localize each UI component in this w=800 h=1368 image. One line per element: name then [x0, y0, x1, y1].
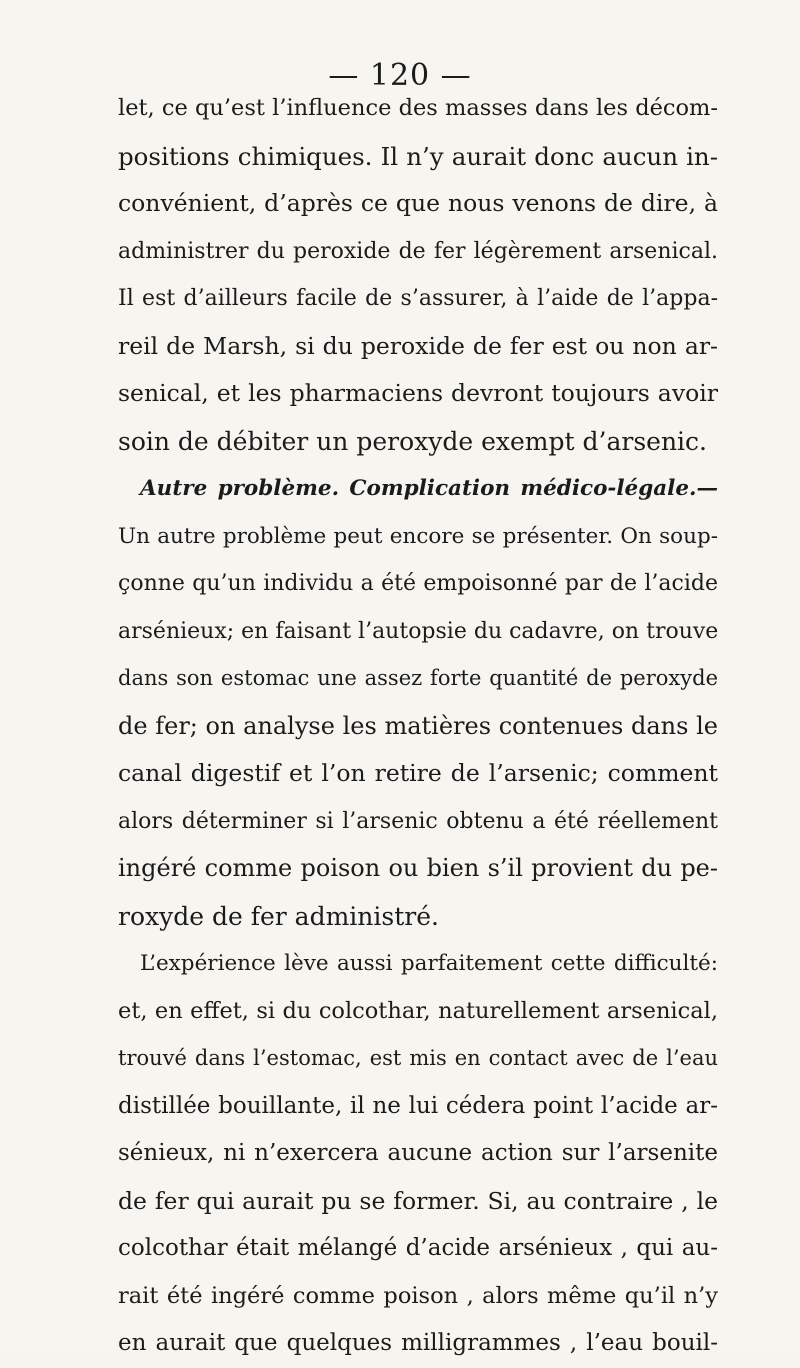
text-line: roxyde de fer administré. — [118, 901, 439, 931]
text-line: L’expérience lève aussi parfaitement cette difficulté: — [140, 951, 718, 976]
text-line: de fer qui aurait pu se former. Si, au contraire , le — [118, 1186, 718, 1215]
text-line: let, ce qu’est l’influence des masses dans les décom- — [118, 95, 718, 121]
text-line: administrer du peroxide de fer légèrement arsenical. — [118, 238, 718, 264]
text-line: de fer; on analyse les matières contenues dans le — [118, 711, 718, 740]
text-line: rait été ingéré comme poison , alors même qu’il n’y — [118, 1282, 718, 1309]
text-line: dans son estomac une assez forte quantité de peroxyde — [118, 666, 718, 690]
text-line: en aurait que quelques milligrammes , l’eau bouil- — [118, 1330, 718, 1356]
text-line: colcothar était mélangé d’acide arsénieux , qui au- — [118, 1235, 718, 1261]
text-line: reil de Marsh, si du peroxide de fer est ou non ar- — [118, 331, 718, 360]
text-line: çonne qu’un individu a été empoisonné par de l’acide — [118, 571, 718, 596]
page-number-header: — 120 — — [328, 58, 472, 93]
text-line: positions chimiques. Il n’y aurait donc aucun in- — [118, 141, 718, 171]
text-line: canal digestif et l’on retire de l’arsenic; comment — [118, 759, 718, 787]
text-line: et, en effet, si du colcothar, naturellement arsenical, — [118, 997, 718, 1024]
text-line: trouvé dans l’estomac, est mis en contact avec de l’eau — [118, 1046, 718, 1070]
text-line: convénient, d’après ce que nous venons de dire, à — [118, 189, 718, 217]
text-line: ingéré comme poison ou bien s’il provient du pe- — [118, 854, 718, 882]
text-line: arsénieux; en faisant l’autopsie du cadavre, on trouve — [118, 618, 718, 644]
text-line: Un autre problème peut encore se présenter. On soup- — [118, 523, 718, 549]
text-line: alors déterminer si l’arsenic obtenu a été réellement — [118, 808, 718, 834]
text-line: soin de débiter un peroxyde exempt d’arsenic. — [118, 426, 707, 456]
text-line: distillée bouillante, il ne lui cédera point l’acide ar- — [118, 1092, 718, 1119]
text-line: Il est d’ailleurs facile de s’assurer, à l’aide de l’appa- — [118, 286, 718, 311]
text-line: sénieux, ni n’exercera aucune action sur l’arsenite — [118, 1140, 718, 1166]
body-text — [118, 85, 718, 1368]
text-line: senical, et les pharmaciens devront toujours avoir — [118, 379, 718, 407]
section-heading: Autre problème. Complication médico-légale.— — [140, 476, 718, 501]
